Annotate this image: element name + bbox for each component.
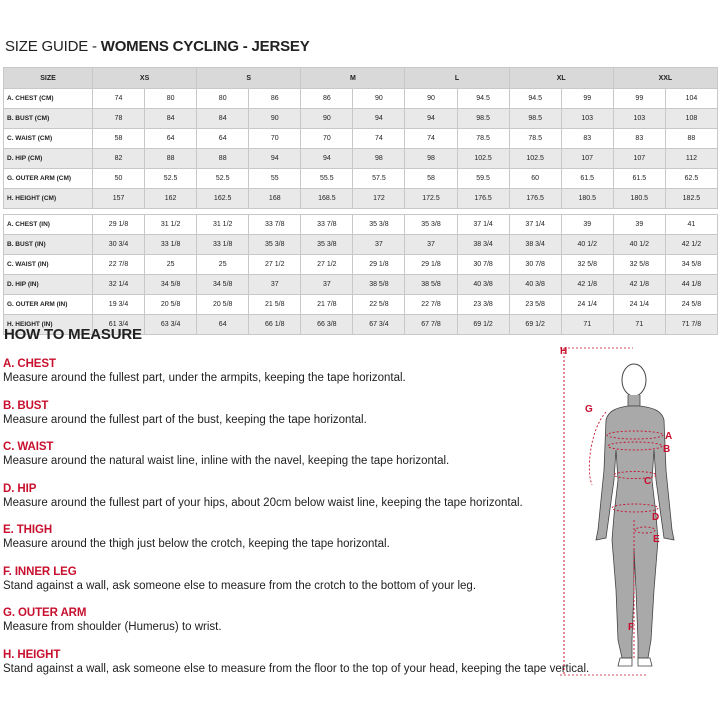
table-cell: 157 xyxy=(93,189,145,209)
table-cell: 32 5/8 xyxy=(561,255,613,275)
table-cell: 40 3/8 xyxy=(509,275,561,295)
measure-item xyxy=(3,607,222,633)
table-cell: 84 xyxy=(145,109,197,129)
table-cell: 103 xyxy=(613,109,665,129)
table-cell: 58 xyxy=(93,129,145,149)
table-cell: 71 xyxy=(613,315,665,335)
table-cell: 35 3/8 xyxy=(405,215,457,235)
page-title xyxy=(5,38,310,55)
table-cell: 27 1/2 xyxy=(301,255,353,275)
title-main: WOMENS CYCLING - JERSEY xyxy=(100,38,310,55)
measure-text: Measure around the fullest part of the bust, keeping the tape horizontal. xyxy=(3,414,367,426)
table-cell: 21 5/8 xyxy=(249,295,301,315)
table-cell: 98 xyxy=(353,149,405,169)
row-label: G. OUTER ARM (CM) xyxy=(4,169,93,189)
table-cell: 29 1/8 xyxy=(93,215,145,235)
table-cell: 86 xyxy=(249,89,301,109)
label-b: B xyxy=(663,444,671,455)
table-cell: 66 3/8 xyxy=(301,315,353,335)
measure-text: Stand against a wall, ask someone else to measure from the crotch to the bottom of your leg. xyxy=(3,580,477,592)
measure-item xyxy=(3,649,589,675)
table-cell: 168.5 xyxy=(301,189,353,209)
size-l: L xyxy=(405,68,509,89)
measure-text: Measure around the natural waist line, inline with the navel, keeping the tape horizontal. xyxy=(3,455,450,467)
table-cell: 35 3/8 xyxy=(353,215,405,235)
measure-item xyxy=(3,566,476,592)
measure-text: Measure around the fullest part of your hips, about 20cm below waist line, keeping the tape horizontal. xyxy=(3,497,523,509)
table-row xyxy=(4,89,718,109)
table-cell: 70 xyxy=(249,129,301,149)
table-cell: 107 xyxy=(613,149,665,169)
table-cell: 172.5 xyxy=(405,189,457,209)
table-cell: 82 xyxy=(93,149,145,169)
table-cell: 64 xyxy=(197,315,249,335)
table-row xyxy=(4,129,718,149)
table-cell: 83 xyxy=(561,129,613,149)
table-cell: 88 xyxy=(197,149,249,169)
table-cell: 74 xyxy=(405,129,457,149)
table-cell: 162 xyxy=(145,189,197,209)
table-cell: 61.5 xyxy=(561,169,613,189)
table-cell: 59.5 xyxy=(457,169,509,189)
table-cell: 104 xyxy=(665,89,717,109)
table-cell: 74 xyxy=(353,129,405,149)
how-to-measure-heading: HOW TO MEASURE xyxy=(4,326,142,343)
table-cell: 99 xyxy=(561,89,613,109)
row-label: C. WAIST (CM) xyxy=(4,129,93,149)
table-cell: 22 7/8 xyxy=(93,255,145,275)
table-cell: 63 3/4 xyxy=(145,315,197,335)
table-cell: 42 1/2 xyxy=(665,235,717,255)
table-cell: 24 5/8 xyxy=(665,295,717,315)
table-cell: 78.5 xyxy=(457,129,509,149)
table-cell: 94 xyxy=(249,149,301,169)
table-cell: 37 xyxy=(353,235,405,255)
table-cell: 71 7/8 xyxy=(665,315,717,335)
table-cell: 33 7/8 xyxy=(249,215,301,235)
table-cell: 78.5 xyxy=(509,129,561,149)
measure-text: Measure around the thigh just below the crotch, keeping the tape horizontal. xyxy=(3,538,390,550)
table-cell: 94 xyxy=(353,109,405,129)
measure-title: E. THIGH xyxy=(3,524,53,536)
label-f: F xyxy=(628,622,635,633)
table-row xyxy=(4,215,718,235)
table-cell: 180.5 xyxy=(613,189,665,209)
table-cell: 39 xyxy=(613,215,665,235)
size-xl: XL xyxy=(509,68,613,89)
table-cell: 64 xyxy=(145,129,197,149)
measure-text: Measure around the fullest part, under the armpits, keeping the tape horizontal. xyxy=(3,372,406,384)
measure-item xyxy=(3,524,390,550)
table-cell: 83 xyxy=(613,129,665,149)
table-cell: 25 xyxy=(145,255,197,275)
table-cell: 37 xyxy=(405,235,457,255)
row-label: A. CHEST (IN) xyxy=(4,215,93,235)
table-cell: 88 xyxy=(145,149,197,169)
measure-title: B. BUST xyxy=(3,400,49,412)
table-cell: 33 1/8 xyxy=(145,235,197,255)
measure-item xyxy=(3,358,406,384)
table-cell: 182.5 xyxy=(665,189,717,209)
table-cell: 66 1/8 xyxy=(249,315,301,335)
table-cell: 70 xyxy=(301,129,353,149)
table-cell: 40 3/8 xyxy=(457,275,509,295)
table-row xyxy=(4,169,718,189)
size-xs: XS xyxy=(93,68,197,89)
table-row xyxy=(4,149,718,169)
table-cell: 31 1/2 xyxy=(145,215,197,235)
table-cell: 103 xyxy=(561,109,613,129)
table-cell: 40 1/2 xyxy=(613,235,665,255)
table-cell: 21 7/8 xyxy=(301,295,353,315)
table-cell: 64 xyxy=(197,129,249,149)
table-cell: 176.5 xyxy=(509,189,561,209)
table-cell: 162.5 xyxy=(197,189,249,209)
measure-item xyxy=(3,483,523,509)
label-a: A xyxy=(665,431,673,442)
table-cell: 34 5/8 xyxy=(145,275,197,295)
table-cell: 80 xyxy=(197,89,249,109)
table-cell: 52.5 xyxy=(145,169,197,189)
table-cell: 94 xyxy=(405,109,457,129)
table-cell: 37 1/4 xyxy=(509,215,561,235)
table-cell: 44 1/8 xyxy=(665,275,717,295)
table-cell: 94 xyxy=(301,149,353,169)
measure-title: D. HIP xyxy=(3,483,37,495)
label-e: E xyxy=(653,534,660,545)
label-c: C xyxy=(644,476,652,487)
table-cell: 58 xyxy=(405,169,457,189)
table-cell: 19 3/4 xyxy=(93,295,145,315)
table-cell: 176.5 xyxy=(457,189,509,209)
table-cell: 38 5/8 xyxy=(353,275,405,295)
table-cell: 88 xyxy=(665,129,717,149)
table-cell: 67 7/8 xyxy=(405,315,457,335)
table-cell: 38 3/4 xyxy=(457,235,509,255)
table-cell: 69 1/2 xyxy=(509,315,561,335)
table-cell: 180.5 xyxy=(561,189,613,209)
table-cell: 90 xyxy=(249,109,301,129)
table-cell: 24 1/4 xyxy=(561,295,613,315)
size-xxl: XXL xyxy=(613,68,717,89)
label-g: G xyxy=(585,404,593,415)
row-label: H. HEIGHT (IN) xyxy=(4,315,93,335)
table-cell: 30 7/8 xyxy=(509,255,561,275)
measure-item xyxy=(3,400,367,426)
row-label: G. OUTER ARM (IN) xyxy=(4,295,93,315)
table-cell: 94.5 xyxy=(509,89,561,109)
size-table xyxy=(3,67,718,335)
table-row xyxy=(4,295,718,315)
table-cell: 33 7/8 xyxy=(301,215,353,235)
table-cell: 67 3/4 xyxy=(353,315,405,335)
table-row xyxy=(4,189,718,209)
table-cell: 35 3/8 xyxy=(249,235,301,255)
table-row xyxy=(4,275,718,295)
table-row xyxy=(4,235,718,255)
table-cell: 32 5/8 xyxy=(613,255,665,275)
table-cell: 86 xyxy=(301,89,353,109)
table-cell: 61.5 xyxy=(613,169,665,189)
table-cell: 37 xyxy=(301,275,353,295)
table-cell: 37 1/4 xyxy=(457,215,509,235)
table-cell: 50 xyxy=(93,169,145,189)
row-label: H. HEIGHT (CM) xyxy=(4,189,93,209)
table-cell: 38 3/4 xyxy=(509,235,561,255)
table-cell: 98.5 xyxy=(509,109,561,129)
table-cell: 61 3/4 xyxy=(93,315,145,335)
table-cell: 20 5/8 xyxy=(145,295,197,315)
measure-title: H. HEIGHT xyxy=(3,649,61,661)
measure-title: F. INNER LEG xyxy=(3,566,77,578)
table-cell: 42 1/8 xyxy=(561,275,613,295)
table-cell: 112 xyxy=(665,149,717,169)
row-label: D. HIP (IN) xyxy=(4,275,93,295)
size-header-row xyxy=(4,68,718,89)
row-label: B. BUST (IN) xyxy=(4,235,93,255)
measure-title: C. WAIST xyxy=(3,441,54,453)
measure-title: A. CHEST xyxy=(3,358,56,370)
row-label: C. WAIST (IN) xyxy=(4,255,93,275)
table-cell: 29 1/8 xyxy=(405,255,457,275)
table-cell: 55.5 xyxy=(301,169,353,189)
measure-item xyxy=(3,441,449,467)
table-cell: 31 1/2 xyxy=(197,215,249,235)
row-label: A. CHEST (CM) xyxy=(4,89,93,109)
table-cell: 98 xyxy=(405,149,457,169)
table-cell: 74 xyxy=(93,89,145,109)
table-cell: 27 1/2 xyxy=(249,255,301,275)
table-cell: 23 3/8 xyxy=(457,295,509,315)
row-label: B. BUST (CM) xyxy=(4,109,93,129)
table-row xyxy=(4,255,718,275)
table-cell: 20 5/8 xyxy=(197,295,249,315)
size-s: S xyxy=(197,68,301,89)
table-cell: 32 1/4 xyxy=(93,275,145,295)
table-cell: 25 xyxy=(197,255,249,275)
table-cell: 22 5/8 xyxy=(353,295,405,315)
table-cell: 90 xyxy=(301,109,353,129)
head-shape xyxy=(622,364,646,396)
table-cell: 172 xyxy=(353,189,405,209)
table-cell: 40 1/2 xyxy=(561,235,613,255)
size-header: SIZE xyxy=(4,68,93,89)
body-measurement-figure xyxy=(548,340,718,690)
table-cell: 37 xyxy=(249,275,301,295)
table-cell: 35 3/8 xyxy=(301,235,353,255)
measure-text: Measure from shoulder (Humerus) to wrist. xyxy=(3,621,222,633)
table-cell: 62.5 xyxy=(665,169,717,189)
table-cell: 57.5 xyxy=(353,169,405,189)
table-cell: 55 xyxy=(249,169,301,189)
table-cell: 90 xyxy=(353,89,405,109)
table-cell: 108 xyxy=(665,109,717,129)
table-cell: 90 xyxy=(405,89,457,109)
row-label: D. HIP (CM) xyxy=(4,149,93,169)
measure-text: Stand against a wall, ask someone else to measure from the floor to the top of your head, keeping the tape vertical. xyxy=(3,663,590,675)
table-cell: 94.5 xyxy=(457,89,509,109)
title-prefix: SIZE GUIDE - xyxy=(5,38,101,55)
table-cell: 71 xyxy=(561,315,613,335)
table-cell: 52.5 xyxy=(197,169,249,189)
table-cell: 84 xyxy=(197,109,249,129)
table-cell: 33 1/8 xyxy=(197,235,249,255)
size-m: M xyxy=(301,68,405,89)
table-cell: 30 7/8 xyxy=(457,255,509,275)
table-cell: 38 5/8 xyxy=(405,275,457,295)
table-cell: 30 3/4 xyxy=(93,235,145,255)
table-cell: 102.5 xyxy=(509,149,561,169)
label-h: H xyxy=(560,346,568,357)
table-cell: 34 5/8 xyxy=(197,275,249,295)
table-cell: 98.5 xyxy=(457,109,509,129)
table-cell: 168 xyxy=(249,189,301,209)
table-row xyxy=(4,109,718,129)
table-cell: 39 xyxy=(561,215,613,235)
table-cell: 29 1/8 xyxy=(353,255,405,275)
table-cell: 34 5/8 xyxy=(665,255,717,275)
table-cell: 60 xyxy=(509,169,561,189)
measure-title: G. OUTER ARM xyxy=(3,607,87,619)
table-cell: 42 1/8 xyxy=(613,275,665,295)
table-cell: 107 xyxy=(561,149,613,169)
table-cell: 41 xyxy=(665,215,717,235)
table-cell: 22 7/8 xyxy=(405,295,457,315)
label-d: D xyxy=(652,512,660,523)
table-cell: 80 xyxy=(145,89,197,109)
table-cell: 24 1/4 xyxy=(613,295,665,315)
table-cell: 69 1/2 xyxy=(457,315,509,335)
table-cell: 23 5/8 xyxy=(509,295,561,315)
table-cell: 102.5 xyxy=(457,149,509,169)
table-cell: 99 xyxy=(613,89,665,109)
table-cell: 78 xyxy=(93,109,145,129)
